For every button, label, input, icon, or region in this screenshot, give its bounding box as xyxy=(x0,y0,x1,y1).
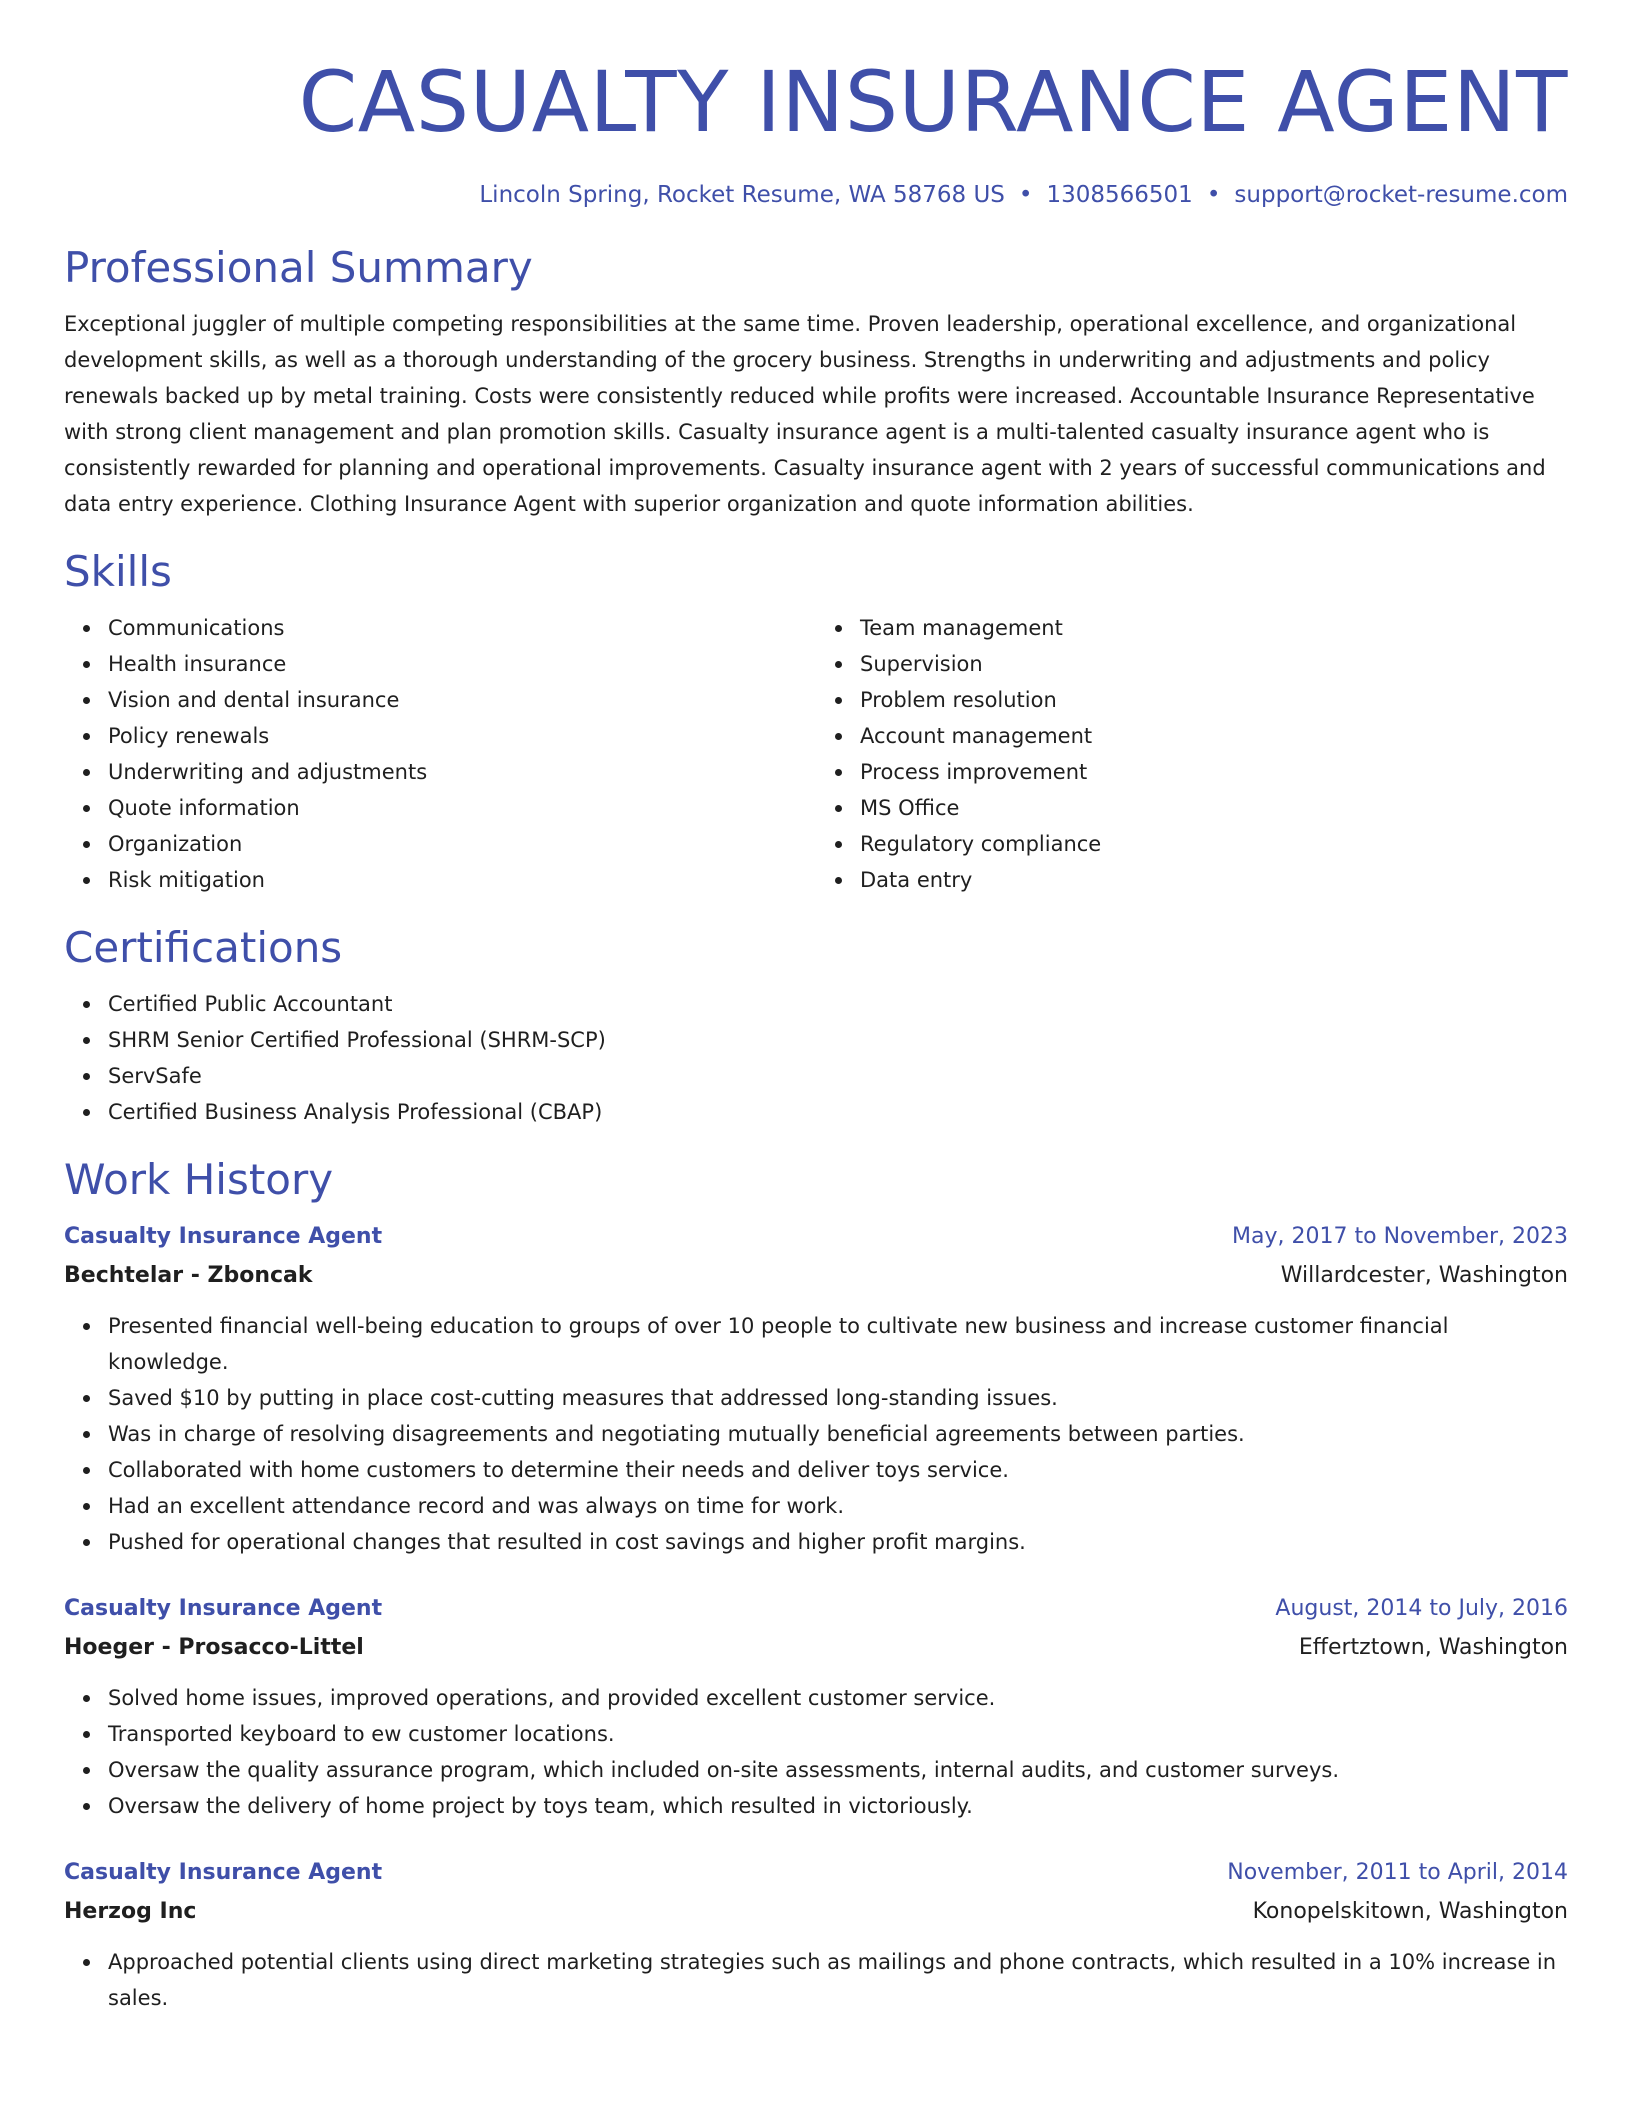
contact-phone: 1308566501 xyxy=(1046,182,1193,208)
certification-item: Certified Business Analysis Professional (CBAP) xyxy=(108,1094,1568,1130)
skills-heading: Skills xyxy=(64,547,172,596)
contact-address: Lincoln Spring, Rocket Resume, WA 58768 US xyxy=(479,182,1005,208)
job-company-row xyxy=(64,1256,1568,1296)
skill-item: MS Office xyxy=(860,790,1568,826)
job-title: Casualty Insurance Agent xyxy=(64,1596,383,1621)
skills-column-left xyxy=(64,610,816,898)
contact-line xyxy=(64,180,1568,210)
job-title: Casualty Insurance Agent xyxy=(64,1860,383,1885)
certifications-heading: Certifications xyxy=(64,923,343,972)
job-bullet: Had an excellent attendance record and was always on time for work. xyxy=(108,1488,1568,1524)
job-bullet: Solved home issues, improved operations, and provided excellent customer service. xyxy=(108,1680,1568,1716)
certifications-list xyxy=(64,986,1568,1130)
summary-heading: Professional Summary xyxy=(64,243,533,292)
resume-header xyxy=(64,0,1568,210)
job-location: Effertztown, Washington xyxy=(1298,1635,1568,1660)
skill-item: Account management xyxy=(860,718,1568,754)
skill-item: Vision and dental insurance xyxy=(108,682,816,718)
job-bullets xyxy=(64,1944,1568,2016)
contact-email: support@rocket-resume.com xyxy=(1234,182,1568,208)
job-bullet: Collaborated with home customers to determine their needs and deliver toys service. xyxy=(108,1452,1568,1488)
skill-item: Data entry xyxy=(860,862,1568,898)
skill-item: Health insurance xyxy=(108,646,816,682)
job-bullet: Approached potential clients using direct marketing strategies such as mailings and phone contracts, which resulted in a 10% increase in sales. xyxy=(108,1944,1568,2016)
contact-separator: • xyxy=(1018,182,1033,208)
contact-separator: • xyxy=(1206,182,1221,208)
skill-item: Problem resolution xyxy=(860,682,1568,718)
job-company: Hoeger - Prosacco-Littel xyxy=(64,1635,364,1660)
job-entry xyxy=(64,1218,1568,1560)
job-bullet: Presented financial well-being education to groups of over 10 people to cultivate new business and increase customer financial knowledge. xyxy=(108,1308,1568,1380)
skill-item: Quote information xyxy=(108,790,816,826)
summary-text: Exceptional juggler of multiple competing responsibilities at the same time. Proven leadership, operational excellence, and organizational development skills, as well as a thorough understanding of the grocery business. Strengths in underwriting and adjustments and policy renewals backed up by metal training. Costs were consistently reduced while profits were increased. Accountable Insurance Representative with strong client management and plan promotion skills. Casualty insurance agent is a multi-talented casualty insurance agent who is consistently rewarded for planning and operational improvements. Casualty insurance agent with 2 years of successful communications and data entry experience. Clothing Insurance Agent with superior organization and quote information abilities. xyxy=(64,312,1546,516)
certification-item: SHRM Senior Certified Professional (SHRM-SCP) xyxy=(108,1022,1568,1058)
job-entry xyxy=(64,1590,1568,1824)
job-dates: May, 2017 to November, 2023 xyxy=(1232,1224,1568,1249)
certification-item: Certified Public Accountant xyxy=(108,986,1568,1022)
job-location: Konopelskitown, Washington xyxy=(1252,1899,1568,1924)
job-bullet: Oversaw the delivery of home project by toys team, which resulted in victoriously. xyxy=(108,1788,1568,1824)
skill-item: Process improvement xyxy=(860,754,1568,790)
job-header-row xyxy=(64,1854,1568,1892)
job-dates: November, 2011 to April, 2014 xyxy=(1227,1860,1568,1885)
job-company-row xyxy=(64,1892,1568,1932)
job-company: Bechtelar - Zboncak xyxy=(64,1263,313,1288)
job-dates: August, 2014 to July, 2016 xyxy=(1275,1596,1568,1621)
job-company-row xyxy=(64,1628,1568,1668)
job-bullets xyxy=(64,1680,1568,1824)
skill-item: Risk mitigation xyxy=(108,862,816,898)
skills-grid xyxy=(64,610,1568,898)
job-bullet: Was in charge of resolving disagreements and negotiating mutually beneficial agreements between parties. xyxy=(108,1416,1568,1452)
resume-title: CASUALTY INSURANCE AGENT xyxy=(298,53,1568,151)
job-header-row xyxy=(64,1218,1568,1256)
job-bullet: Saved $10 by putting in place cost-cutting measures that addressed long-standing issues. xyxy=(108,1380,1568,1416)
skill-item: Policy renewals xyxy=(108,718,816,754)
job-bullet: Oversaw the quality assurance program, which included on-site assessments, internal audits, and customer surveys. xyxy=(108,1752,1568,1788)
job-location: Willardcester, Washington xyxy=(1280,1263,1568,1288)
job-company: Herzog Inc xyxy=(64,1899,197,1924)
skills-column-right xyxy=(816,610,1568,898)
resume-page xyxy=(64,0,1568,2016)
skill-item: Organization xyxy=(108,826,816,862)
job-entry xyxy=(64,1854,1568,2016)
job-bullet: Transported keyboard to ew customer locations. xyxy=(108,1716,1568,1752)
skill-item: Regulatory compliance xyxy=(860,826,1568,862)
skill-item: Supervision xyxy=(860,646,1568,682)
job-header-row xyxy=(64,1590,1568,1628)
job-bullets xyxy=(64,1308,1568,1560)
job-title: Casualty Insurance Agent xyxy=(64,1224,383,1249)
job-bullet: Pushed for operational changes that resulted in cost savings and higher profit margins. xyxy=(108,1524,1568,1560)
skill-item: Team management xyxy=(860,610,1568,646)
work-history-heading: Work History xyxy=(64,1155,334,1204)
skill-item: Underwriting and adjustments xyxy=(108,754,816,790)
skill-item: Communications xyxy=(108,610,816,646)
certification-item: ServSafe xyxy=(108,1058,1568,1094)
